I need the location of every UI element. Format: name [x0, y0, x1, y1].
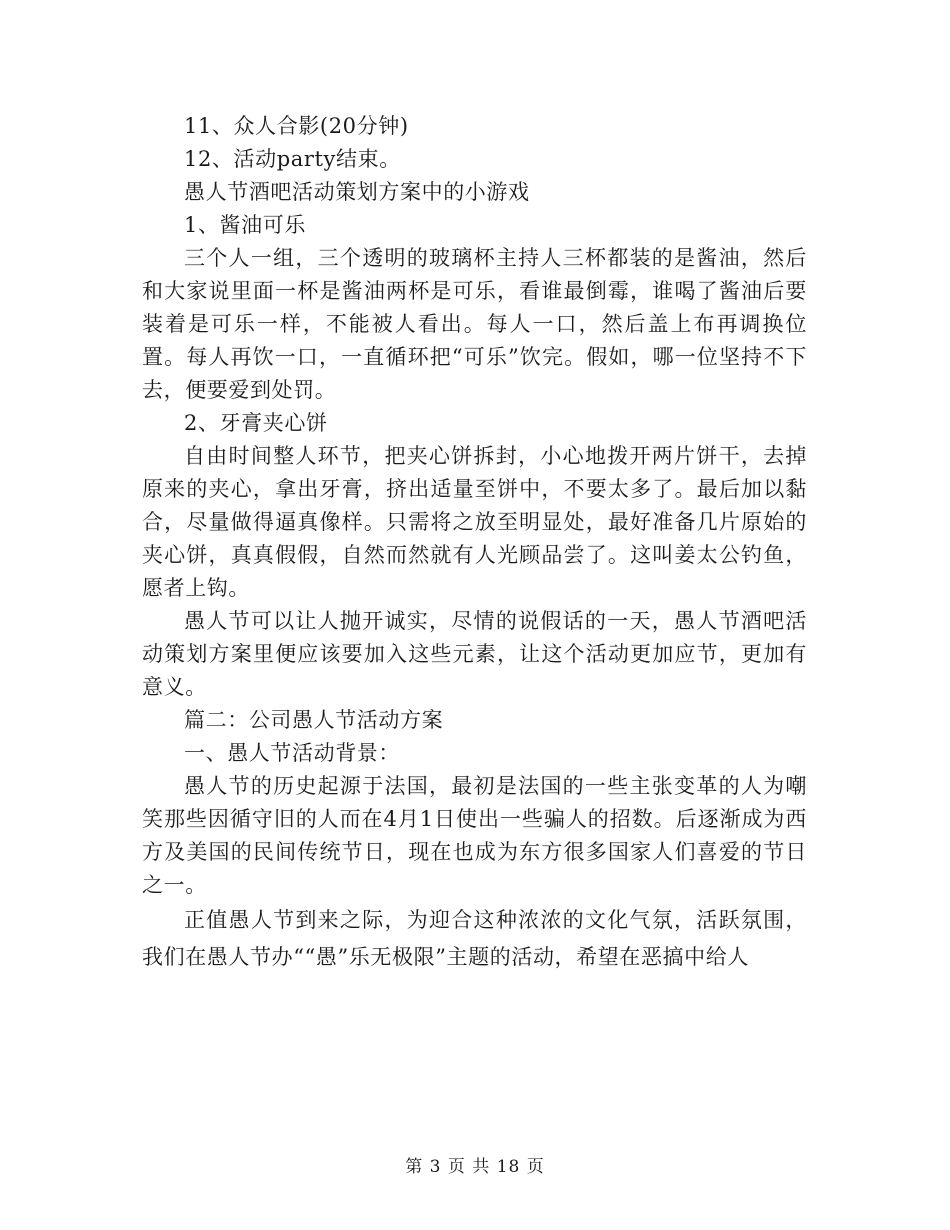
list-item: 11、众人合影(20分钟): [184, 114, 409, 138]
paragraph: 愚人节的历史起源于法国，最初是法国的一些主张变革的人为嘲笑那些因循守旧的人而在4月1日使出一些骗人的招数。后逐渐成为西方及美国的民间传统节日，现在也成为东方很多国家人们喜爱的节日之一。: [142, 774, 807, 897]
paragraph: 自由时间整人环节，把夹心饼拆封，小心地拨开两片饼干，去掉原来的夹心，拿出牙膏，挤出适量至饼中，不要太多了。最后加以黏合，尽量做得逼真像样。只需将之放至明显处，最好准备几片原始的夹心饼，真真假假，自然而然就有人光顾品尝了。这叫姜太公钓鱼，愿者上钩。: [142, 444, 807, 600]
game-title: 1、酱油可乐: [184, 213, 306, 237]
list-item: 12、活动party结束。: [184, 147, 401, 171]
page-number-footer: 第 3 页 共 18 页: [405, 1157, 545, 1177]
document-body: [142, 110, 807, 975]
game-title: 2、牙膏夹心饼: [184, 411, 328, 435]
paragraph: 正值愚人节到来之际，为迎合这种浓浓的文化气氛，活跃氛围，我们在愚人节办““愚”乐无极限”主题的活动，希望在恶搞中给人: [142, 908, 807, 969]
chapter-heading: 篇二：公司愚人节活动方案: [184, 708, 444, 732]
paragraph: 愚人节可以让人抛开诚实，尽情的说假话的一天，愚人节酒吧活动策划方案里便应该要加入这些元素，让这个活动更加应节，更加有意义。: [142, 609, 807, 699]
paragraph: 三个人一组，三个透明的玻璃杯主持人三杯都装的是酱油，然后和大家说里面一杯是酱油两杯是可乐，看谁最倒霉，谁喝了酱油后要装着是可乐一样，不能被人看出。每人一口，然后盖上布再调换位置。每人再饮一口，一直循环把“可乐”饮完。假如，哪一位坚持不下去，便要爱到处罚。: [142, 246, 807, 402]
section-heading: 愚人节酒吧活动策划方案中的小游戏: [184, 180, 530, 204]
subsection-heading: 一、愚人节活动背景：: [184, 741, 400, 765]
